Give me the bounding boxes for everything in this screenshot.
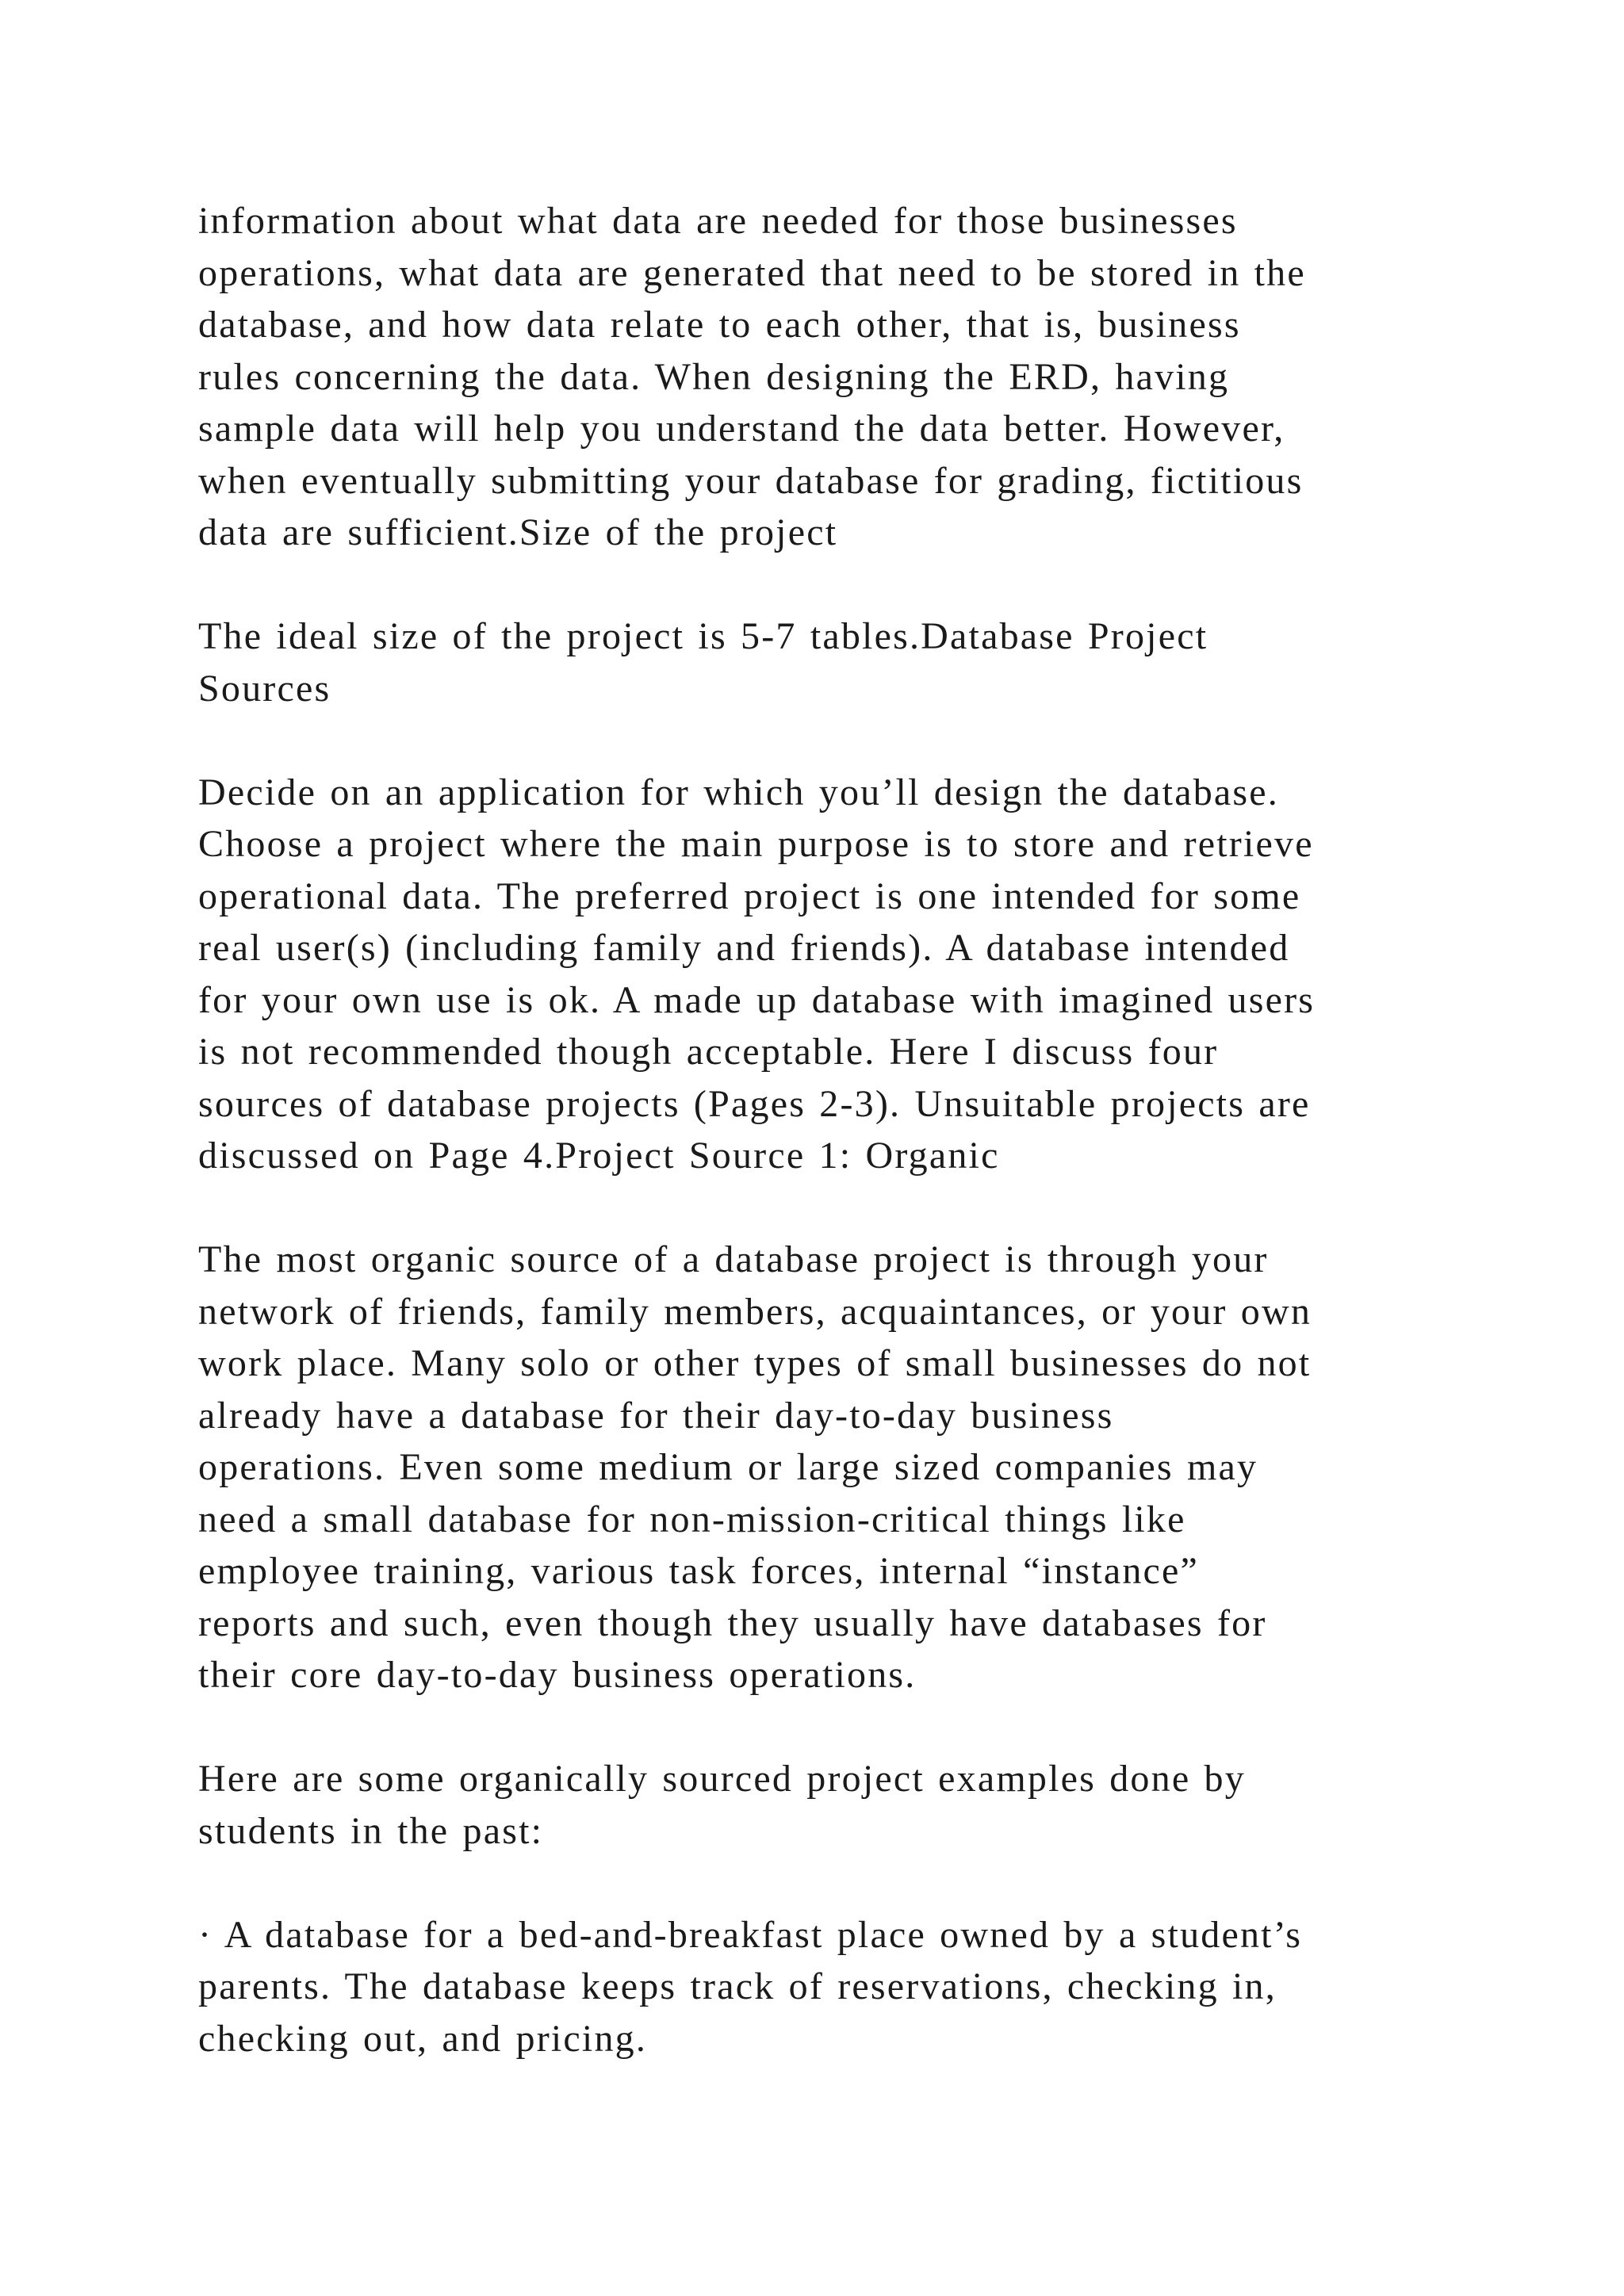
text-line: Sources (198, 667, 331, 710)
text-line: network of friends, family members, acquaintances, or your own (198, 1290, 1312, 1333)
bullet-item-bed-and-breakfast (198, 1909, 1499, 2065)
body-text (198, 195, 1499, 2117)
text-line: already have a database for their day-to-day business (198, 1394, 1114, 1437)
text-line: is not recommended though acceptable. Here I discuss four (198, 1031, 1219, 1073)
paragraph-organic-source (198, 1234, 1499, 1701)
text-line: parents. The database keeps track of reservations, checking in, (198, 1965, 1277, 2007)
paragraph-data-requirements (198, 195, 1499, 559)
text-line: sample data will help you understand the data better. However, (198, 408, 1285, 450)
paragraph-project-sources (198, 767, 1499, 1182)
text-line: work place. Many solo or other types of small businesses do not (198, 1342, 1312, 1384)
text-line: discussed on Page 4.Project Source 1: Organic (198, 1135, 1000, 1177)
text-line: real user(s) (including family and friends). A database intended (198, 927, 1290, 969)
text-line: information about what data are needed for those businesses (198, 200, 1238, 242)
text-line: need a small database for non-mission-critical things like (198, 1498, 1186, 1540)
paragraph-examples-intro (198, 1753, 1499, 1857)
text-line: sources of database projects (Pages 2-3). Unsuitable projects are (198, 1082, 1311, 1125)
text-line: reports and such, even though they usually have databases for (198, 1601, 1267, 1644)
text-line: Here are some organically sourced project examples done by (198, 1758, 1246, 1800)
paragraph-project-size (198, 610, 1499, 714)
text-line: when eventually submitting your database for grading, fictitious (198, 459, 1304, 502)
text-line: their core day-to-day business operations. (198, 1654, 917, 1696)
text-line: The most organic source of a database project is through your (198, 1238, 1269, 1280)
text-line: database, and how data relate to each other, that is, business (198, 304, 1241, 346)
text-line: for your own use is ok. A made up database with imagined users (198, 978, 1316, 1021)
text-line: Decide on an application for which you’ll design the database. (198, 771, 1280, 813)
text-line: data are sufficient.Size of the project (198, 511, 838, 553)
text-line: operational data. The preferred project is one intended for some (198, 874, 1301, 917)
text-line: rules concerning the data. When designing the ERD, having (198, 355, 1230, 398)
text-line: students in the past: (198, 1809, 544, 1852)
text-line: employee training, various task forces, internal “instance” (198, 1550, 1200, 1592)
text-line: · A database for a bed-and-breakfast place owned by a student’s (198, 1913, 1303, 1956)
text-line: checking out, and pricing. (198, 2017, 648, 2060)
text-line: operations, what data are generated that need to be stored in the (198, 251, 1306, 294)
text-line: Choose a project where the main purpose is to store and retrieve (198, 823, 1314, 865)
text-line: operations. Even some medium or large sized companies may (198, 1446, 1258, 1488)
text-line: The ideal size of the project is 5-7 tables.Database Project (198, 615, 1208, 657)
